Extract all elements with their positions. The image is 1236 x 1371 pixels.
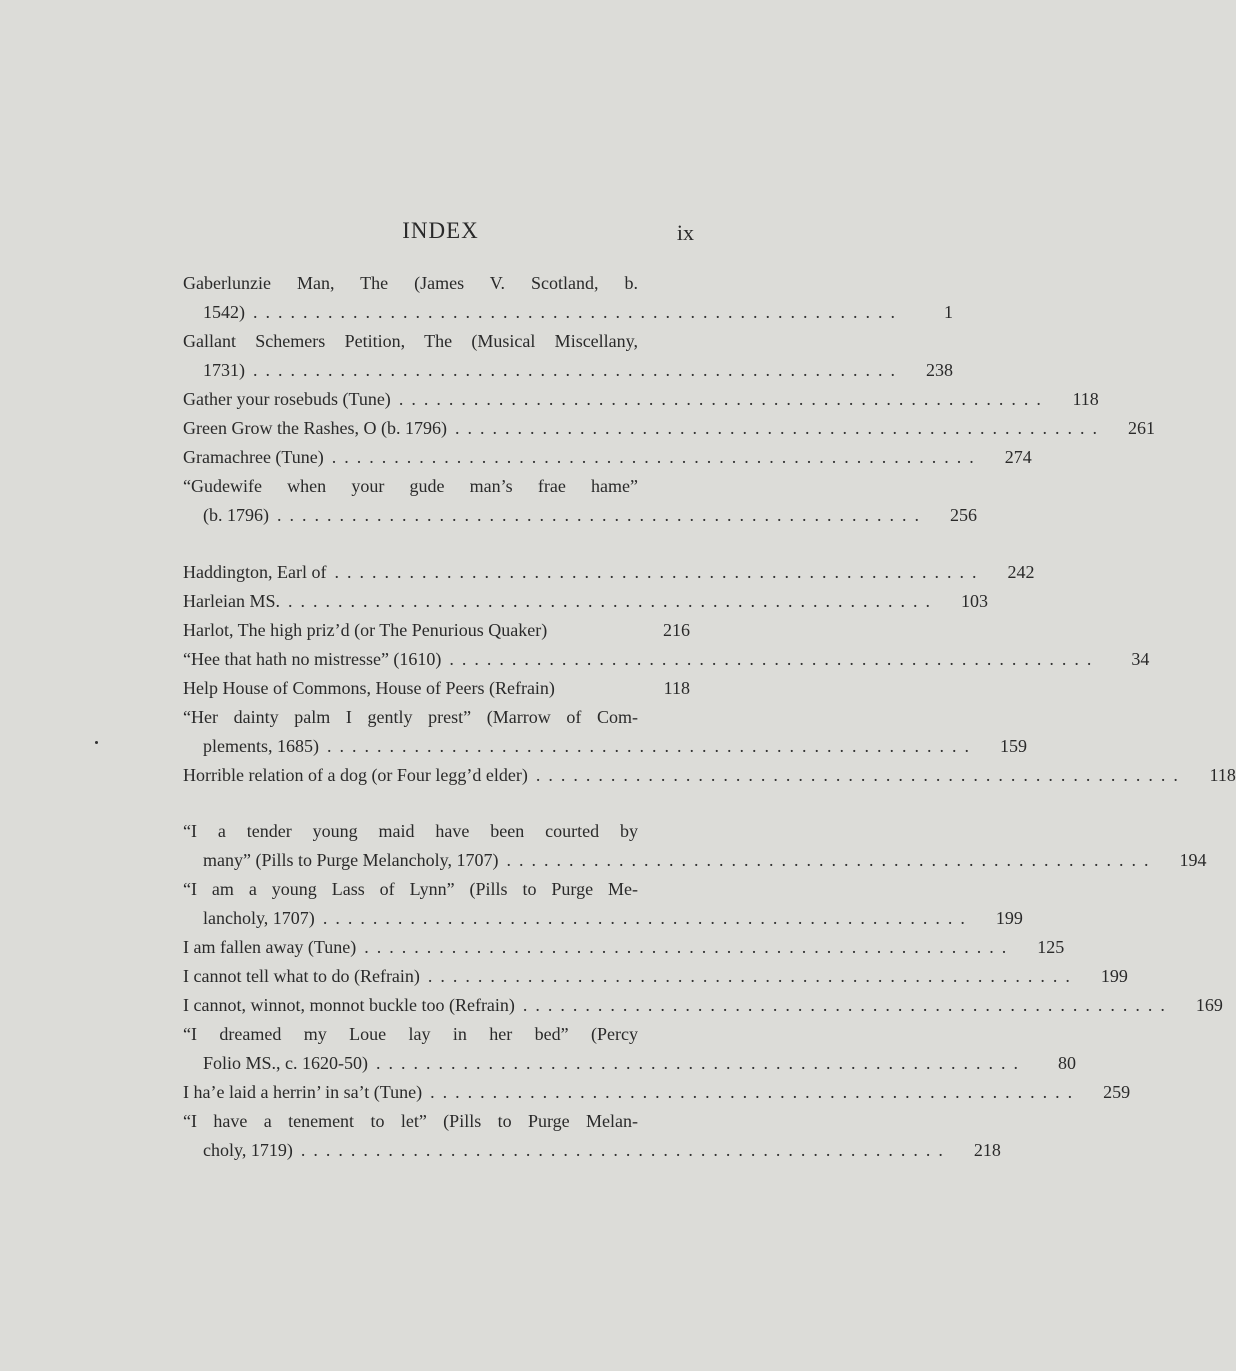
print-speck — [95, 741, 98, 744]
index-entry-line: Harlot, The high priz’d (or The Penurious Quaker) 216 — [183, 616, 690, 645]
page-ref: 261 — [1127, 418, 1155, 438]
index-entry-line: “Hee that hath no mistresse” (1610) .................................................... 34 — [183, 645, 690, 674]
index-section-h — [183, 558, 1236, 790]
page-title: INDEX — [402, 218, 479, 243]
index-section-i — [183, 817, 1223, 1165]
index-entry-line: Gaberlunzie Man, The (James V. Scotland, b. — [183, 273, 638, 293]
leader-dots: .................................................... — [334, 562, 985, 582]
leader-dots: .................................................... — [322, 908, 973, 928]
index-entry-line: lancholy, 1707) .................................................... 199 — [183, 904, 690, 933]
leader-dots: .................................................... — [427, 966, 1078, 986]
index-entry-line: many” (Pills to Purge Melancholy, 1707) .................................................... 194 — [183, 846, 690, 875]
page-ref: 259 — [1103, 1082, 1131, 1102]
page-number: ix — [676, 220, 694, 245]
leader-dots: .................................................... — [454, 418, 1105, 438]
index-entry-line: Folio MS., c. 1620-50) .................................................... 80 — [183, 1049, 690, 1078]
page-ref: 118 — [1072, 389, 1099, 409]
page-ref: 80 — [1058, 1053, 1077, 1073]
page-ref: 242 — [1007, 562, 1035, 582]
leader-dots: .................................................... — [253, 302, 903, 322]
leader-dots: .................................................... — [277, 505, 927, 525]
index-entry-line: choly, 1719) .................................................... 218 — [183, 1136, 690, 1165]
leader-dots: .................................................... — [364, 937, 1015, 957]
index-entry-line: Help House of Commons, House of Peers (Refrain) 118 — [183, 674, 690, 703]
index-entry-line: Gramachree (Tune) .................................................... 274 — [183, 443, 690, 472]
index-entry-line: “Gudewife when your gude man’s frae hame” — [183, 476, 638, 496]
page-ref: 274 — [1004, 447, 1032, 467]
index-section-g — [183, 269, 1155, 530]
page-ref: 1 — [944, 302, 953, 322]
page-ref: 125 — [1037, 937, 1065, 957]
page-ref: 118 — [663, 678, 690, 698]
leader-dots: .................................................... — [331, 447, 982, 467]
leader-dots: .................................................... — [287, 591, 938, 611]
index-entry-line: “Her dainty palm I gently prest” (Marrow of Com- — [183, 707, 638, 727]
index-entry-line: Haddington, Earl of .................................................... 242 — [183, 558, 690, 587]
index-entry-line: “I have a tenement to let” (Pills to Purge Melan- — [183, 1111, 638, 1131]
index-entry-line: plements, 1685) .................................................... 159 — [183, 732, 690, 761]
page-ref: 194 — [1179, 850, 1207, 870]
index-entry-line: I am fallen away (Tune) .................................................... 125 — [183, 933, 690, 962]
index-entry-line: Green Grow the Rashes, O (b. 1796) .................................................... 261 — [183, 414, 690, 443]
index-entry-line: “I am a young Lass of Lynn” (Pills to Purge Me- — [183, 879, 638, 899]
leader-dots: .................................................... — [535, 765, 1186, 785]
index-entry-line: Gallant Schemers Petition, The (Musical Miscellany, — [183, 331, 638, 351]
page-ref: 199 — [995, 908, 1023, 928]
index-entry-line: “I a tender young maid have been courted by — [183, 821, 638, 841]
page-ref: 103 — [960, 591, 988, 611]
leader-dots: .................................................... — [449, 649, 1100, 669]
leader-dots: .................................................... — [430, 1082, 1081, 1102]
leader-dots: .................................................... — [376, 1053, 1027, 1073]
index-entry-line: Gather your rosebuds (Tune) .................................................... 118 — [183, 385, 690, 414]
page-header — [187, 218, 694, 248]
index-entry-line: I ha’e laid a herrin’ in sa’t (Tune) .................................................... 259 — [183, 1078, 690, 1107]
index-entry-line: Horrible relation of a dog (or Four legg’d elder) .................................................... 118 — [183, 761, 690, 790]
page-ref: 118 — [1209, 765, 1236, 785]
page-ref: 216 — [663, 620, 690, 640]
page-ref: 34 — [1131, 649, 1150, 669]
index-entry-line: I cannot tell what to do (Refrain) .................................................... 199 — [183, 962, 690, 991]
leader-dots: .................................................... — [326, 736, 977, 756]
index-entry-line: (b. 1796) .................................................... 256 — [183, 501, 690, 530]
leader-dots: .................................................... — [300, 1140, 951, 1160]
page-ref: 159 — [999, 736, 1027, 756]
index-entry-line: Harleian MS. .................................................... 103 — [183, 587, 690, 616]
page-ref: 238 — [926, 360, 953, 380]
index-entry-line: I cannot, winnot, monnot buckle too (Refrain) .................................................... 169 — [183, 991, 690, 1020]
page-ref: 256 — [950, 505, 977, 525]
leader-dots: .................................................... — [253, 360, 903, 380]
index-entry-line: “I dreamed my Loue lay in her bed” (Percy — [183, 1024, 638, 1044]
index-entry-line: 1542) .................................................... 1 — [183, 298, 690, 327]
leader-dots: .................................................... — [506, 850, 1157, 870]
leader-dots: .................................................... — [398, 389, 1049, 409]
leader-dots: .................................................... — [522, 995, 1173, 1015]
page-ref: 218 — [973, 1140, 1001, 1160]
page-ref: 199 — [1100, 966, 1128, 986]
page-ref: 169 — [1195, 995, 1223, 1015]
index-entry-line: 1731) .................................................... 238 — [183, 356, 690, 385]
